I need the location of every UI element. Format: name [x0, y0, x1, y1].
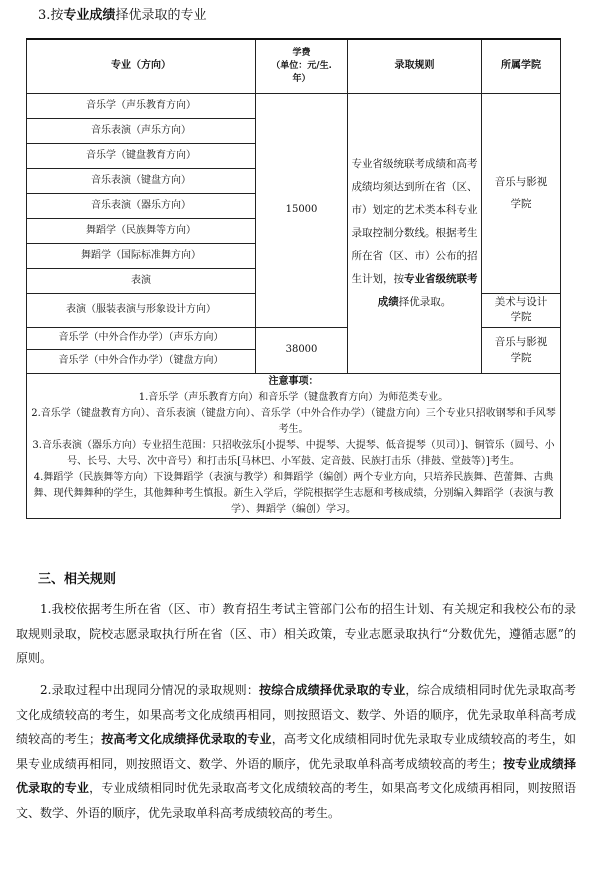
rule-paragraph-1-text: 1.我校依据考生所在省（区、市）教育招生考试主管部门公布的招生计划、有关规定和我校公布的录取规则录取，院校志愿录取执行所在省（区、市）相关政策，专业志愿录取执行“分数优先，遵循志愿”的原则。 — [16, 602, 576, 665]
heading-text-bold: 专业成绩 — [63, 8, 116, 23]
college-name-line2: 学院 — [510, 352, 532, 364]
rule-text-end: 择优录取。 — [398, 295, 452, 308]
college-cell-music-film-2 — [482, 327, 561, 373]
college-name-line2: 学院 — [510, 311, 532, 323]
rule-bold-major-score: 按专业成绩择优录取的专业 — [16, 756, 576, 795]
rule-paragraph-2-text: ，综合成绩相同时优先录取高考文化成绩较高的考生，如果高考文化成绩再相同，则按照语文、数学、外语的顺序，优先录取单科高考成绩较高的考生； — [16, 683, 576, 746]
section-title-related-rules: 三、相关规则 — [38, 572, 117, 587]
rule-paragraph-1 — [16, 597, 576, 671]
note-item: 1.音乐学（声乐教育方向）和音乐学（键盘教育方向）为师范类专业。 — [138, 391, 449, 403]
notes-title: 注意事项： — [268, 375, 319, 387]
major-cell: 音乐表演（声乐方向） — [27, 118, 256, 143]
fee-cell-15000: 15000 — [256, 93, 348, 327]
heading-text-post: 择优录取的专业 — [115, 8, 207, 23]
major-cell: 舞蹈学（国际标准舞方向） — [27, 243, 256, 268]
rule-paragraph-2-text: ，专业成绩相同时优先录取高考文化成绩较高的考生，如果高考文化成绩再相同，则按照语文、数学、外语的顺序，优先录取单科高考成绩较高的考生。 — [16, 781, 576, 820]
rule-paragraph-2 — [16, 678, 576, 825]
rule-paragraph-2-text: 2.录取过程中出现同分情况的录取规则： — [40, 683, 260, 697]
fee-cell-38000: 38000 — [256, 327, 348, 373]
notes-cell — [27, 373, 561, 518]
major-cell: 音乐学（键盘教育方向） — [27, 143, 256, 168]
rule-bold-composite: 按综合成绩择优录取的专业 — [259, 683, 406, 697]
college-cell-art-design — [482, 293, 561, 327]
major-cell: 表演（服装表演与形象设计方向） — [27, 293, 256, 327]
notes-row — [27, 373, 561, 518]
section-heading-3 — [38, 6, 206, 26]
table-row — [27, 93, 561, 118]
major-cell: 音乐学（声乐教育方向） — [27, 93, 256, 118]
note-item: 3.音乐表演（器乐方向）专业招生范围：只招收弦乐[小提琴、中提琴、大提琴、低音提琴（贝司）]、铜管乐（圆号、小号、长号、大号、次中音号）和打击乐[马林巴、小军鼓、定音鼓、民族打击乐（排鼓、堂鼓等）]考生。 — [32, 439, 555, 467]
major-cell: 音乐表演（器乐方向） — [27, 193, 256, 218]
college-name-line2: 学院 — [510, 198, 532, 210]
header-fee-line3: 年） — [292, 73, 311, 84]
header-fee-line2: （单位：元/生. — [271, 60, 332, 71]
heading-text-pre: 按 — [50, 8, 64, 23]
college-name-line1: 音乐与影视 — [494, 176, 548, 188]
rule-cell — [348, 93, 482, 373]
major-cell: 表演 — [27, 268, 256, 293]
header-fee — [256, 39, 348, 93]
rule-text-bold: 专业省级统联考成绩 — [377, 272, 478, 308]
rule-text: 专业省级统联考成绩和高考成绩均须达到所在省（区、市）划定的艺术类本科专业录取控制分数线。根据考生所在省（区、市）公布的招生计划，按 — [351, 157, 478, 285]
major-cell: 音乐表演（键盘方向） — [27, 168, 256, 193]
college-cell-music-film — [482, 93, 561, 293]
admission-table — [26, 38, 561, 519]
header-fee-line1: 学费 — [292, 47, 311, 58]
rule-paragraph-2-text: ，高考文化成绩相同时优先录取专业成绩较高的考生，如果专业成绩再相同，则按照语文、数学、外语的顺序，优先录取单科高考成绩较高的考生； — [16, 732, 576, 771]
note-item: 2.音乐学（键盘教育方向）、音乐表演（键盘方向）、音乐学（中外合作办学）（键盘方向）三个专业只招收钢琴和手风琴考生。 — [31, 407, 556, 435]
heading-number: 3. — [38, 8, 51, 23]
major-cell: 音乐学（中外合作办学）（声乐方向） — [27, 327, 256, 349]
college-name-line1: 音乐与影视 — [494, 336, 548, 348]
header-college: 所属学院 — [482, 39, 561, 93]
rule-bold-gaokao: 按高考文化成绩择优录取的专业 — [101, 732, 272, 746]
college-name-line1: 美术与设计 — [494, 296, 548, 308]
note-item: 4.舞蹈学（民族舞等方向）下设舞蹈学（表演与教学）和舞蹈学（编创）两个专业方向，只培养民族舞、芭蕾舞、古典舞、现代舞舞种的学生，其他舞种考生慎报。新生入学后，学院根据学生志愿和考核成绩，分别编入舞蹈学（表演与教学）、舞蹈学（编创）学习。 — [33, 471, 554, 515]
table-header-row — [27, 39, 561, 93]
major-cell: 舞蹈学（民族舞等方向） — [27, 218, 256, 243]
header-major: 专业（方向） — [27, 39, 256, 93]
major-cell: 音乐学（中外合作办学）（键盘方向） — [27, 349, 256, 373]
header-rule: 录取规则 — [348, 39, 482, 93]
